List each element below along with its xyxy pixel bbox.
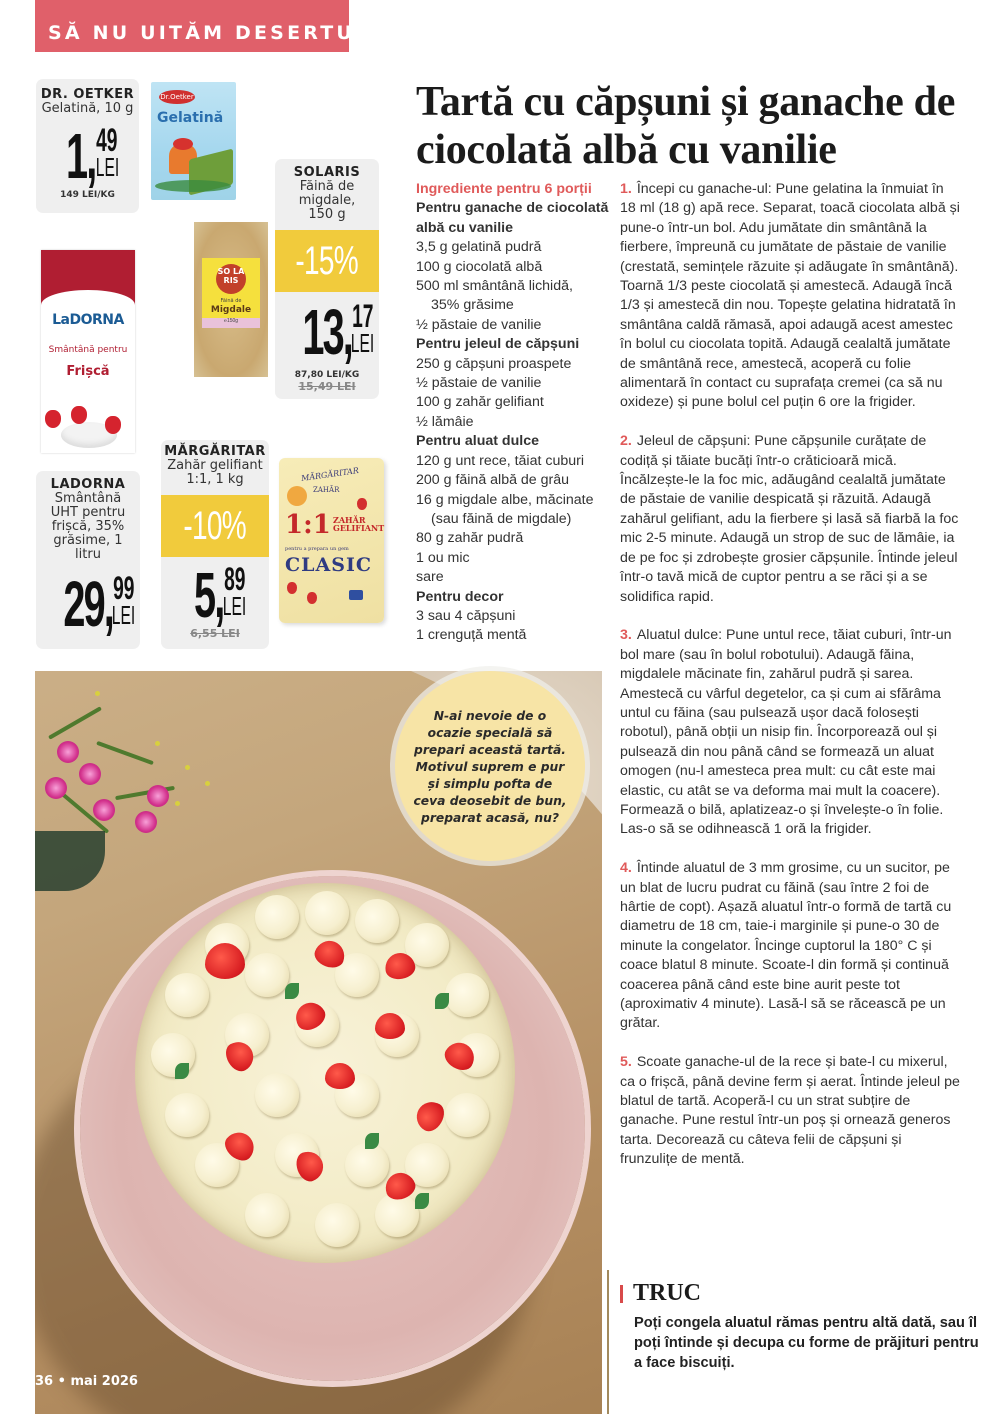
ingredient-item: (sau făină de migdale) [431, 510, 572, 527]
ingredient-group-title: Pentru aluat dulce [416, 433, 539, 450]
price-decimal: 89 [224, 561, 246, 597]
price-currency: LEI [351, 328, 375, 358]
old-price: 6,55 LEI [190, 627, 240, 640]
ingredient-item: ½ păstaie de vanilie [416, 316, 542, 333]
cream-swirl [255, 1073, 299, 1117]
ingredient-item: 250 g căpșuni proaspete [416, 355, 572, 372]
tip-box [620, 1280, 980, 1373]
mint-leaf [285, 983, 299, 999]
price-integer: 5, [193, 559, 224, 631]
page-edge [607, 1270, 609, 1414]
carton-line1: Smântână pentru [48, 345, 128, 355]
strawberry [375, 1013, 405, 1039]
price-unit: 87,80 LEI/KG [294, 370, 360, 380]
ingredient-item: 3,5 g gelatină pudră [416, 239, 542, 256]
product-pack-name: Gelatină [157, 110, 224, 126]
tart [135, 883, 515, 1263]
flower [45, 777, 67, 799]
price-card-ladorna [36, 471, 140, 649]
product-image-gelatina [151, 82, 236, 200]
flower [79, 763, 101, 785]
yellow-bud [95, 691, 100, 696]
recipe-step [620, 180, 960, 413]
bag-ratio: 1:1 [285, 510, 331, 540]
price-integer: 29, [62, 568, 113, 640]
flower [93, 799, 115, 821]
cream-swirl [315, 1203, 359, 1247]
cream-swirl [165, 973, 209, 1017]
price-card-brand: MĂRGĂRITAR [164, 444, 266, 459]
step-number: 5. [620, 1054, 632, 1071]
price-decimal: 99 [113, 570, 135, 606]
ingredient-item: 500 ml smântână lichidă, [416, 278, 573, 295]
dr-oetker-logo: Dr.Oetker [159, 90, 195, 104]
bag-sub: ZAHĂR [313, 486, 340, 494]
flower [135, 811, 157, 833]
mint-leaf [415, 1193, 429, 1209]
ingredient-item: 120 g unt rece, tăiat cuburi [416, 452, 584, 469]
ingredient-group-title: Pentru decor [416, 588, 504, 605]
product-image-margaritar [279, 458, 384, 623]
step-text: Scoate ganache-ul de la rece și bate-l cu mixerul, ca o frișcă, până devine ferm și aerat. Întinde jeleul pe blatul de tartă. Acoperă-l cu un strat subțire de ganache. Pune restul într-un poș și ornează generos tarta. Decorează cu câteva felii de căpșuni și frunzulițe de mentă. [620, 1054, 960, 1168]
price-currency: LEI [112, 600, 136, 630]
ladorna-logo: LaDORNA [52, 312, 124, 328]
recipe-step [620, 432, 960, 607]
discount-value: -15% [295, 238, 359, 283]
ingredients-list [416, 180, 611, 646]
strawberry-icon [45, 410, 61, 428]
price-card-desc: Făină de migdale, 150 g [298, 179, 356, 222]
price-value [36, 120, 139, 192]
price-card-desc: Zahăr gelifiant 1:1, 1 kg [167, 458, 263, 487]
tip-title-text: TRUC [633, 1280, 702, 1306]
recipe-step [620, 626, 960, 839]
cream-swirl [255, 895, 299, 939]
price-card-dr-oetker [36, 79, 139, 213]
price-decimal: 17 [352, 298, 374, 334]
step-text: Aluatul dulce: Pune untul rece, tăiat cuburi, într-un bol mare (sau în bolul robotului). Adaugă făina, migdalele măcinate fin, zahărul pudră și sarea. Amestecă cu vârful degetelor, ca și cum ai sfărâma untul cu făina (sau pulsează ușor dacă folosești robotul), până obții un nisip fin. Încorporează oul și pulsează din nou până când se formează un aluat omogen (nu-l amesteca prea mult: cu cât este mai elastic, cu atât se va deforma mai mult la coacere). Formează o bilă, aplatizeaz-o și învelește-o în folie. Las-o să se odihnească 1 oră la frigider. [620, 627, 952, 838]
price-value [161, 559, 269, 631]
mint-leaf [365, 1133, 379, 1149]
strawberry-icon [105, 416, 121, 434]
cream-swirl [165, 1093, 209, 1137]
ingredient-item: 16 g migdale albe, măcinate [416, 491, 594, 508]
yellow-bud [205, 781, 210, 786]
leaf [96, 741, 154, 765]
yellow-bud [185, 765, 190, 770]
flower-pot [35, 831, 105, 891]
garnish-illustration [155, 180, 231, 192]
recipe-steps [620, 180, 960, 1189]
recipe-step [620, 859, 960, 1034]
ingredient-item: 1 crenguță mentă [416, 627, 527, 644]
speech-bubble-text: N-ai nevoie de o ocazie specială să prepari această tartă. Motivul suprem e pur și simplu pofta de ceva deosebit de bun, preparat acasă, nu? [413, 708, 567, 825]
step-number: 3. [620, 627, 632, 644]
price-card-desc: Gelatină, 10 g [41, 101, 134, 116]
cream-swirl [245, 1193, 289, 1237]
price-value [36, 568, 140, 640]
flower-bouquet [35, 681, 225, 891]
cream-swirl [355, 899, 399, 943]
strawberry [325, 1063, 355, 1089]
tip-text: Poți congela aluatul rămas pentru altă dată, sau îl poți întinde și decupa cu forme de prăjituri pentru a face biscuiți. [634, 1315, 979, 1371]
carton-line2: Frișcă [66, 364, 110, 379]
ingredient-group-title: Pentru ganache de ciocolată albă cu vanilie [416, 200, 609, 236]
ingredient-item: 100 g ciocolată albă [416, 258, 543, 275]
yellow-bud [175, 801, 180, 806]
tip-title [620, 1280, 980, 1307]
flower [147, 785, 169, 807]
strawberry [411, 1097, 449, 1136]
strawberry [205, 943, 245, 979]
product-image-ladorna [41, 250, 135, 453]
apricot-icon [287, 486, 307, 506]
price-card-margaritar [161, 440, 269, 649]
ingredient-group-title: Pentru jeleul de căpșuni [416, 336, 580, 353]
recipe-title: Tartă cu căpșuni și ganache de ciocolată albă cu vanilie [416, 79, 956, 173]
cream-swirl [445, 1093, 489, 1137]
step-text: Începi cu ganache-ul: Pune gelatina la înmuiat în 18 ml (18 g) apă rece. Separat, toacă ciocolata albă și pune-o într-un bol. Adu jumătate din smântână la fierbere, împreună cu jumătate de păstaie de vanilie (crestată, semințele răzuite și adăugate în smântână). Toarnă 1/3 peste ciocolată și amestecă. Adaugă încă 1/3 și amestecă din nou. Topește gelatina hidratată în smântâna caldă rămasă, apoi adaugă acest amestec în bolul cu ciocolata topită. Adaugă cealaltă jumătate de smântână rece, amestecă, acoperă cu folie alimentară în contact cu suprafața cremei (ca să nu oxideze) și pune bolul cel puțin 6 ore la frigider. [620, 181, 960, 411]
page-footer [35, 1374, 138, 1389]
step-text: Întinde aluatul de 3 mm grosime, cu un sucitor, pe un blat de lucru pudrat cu făină (sau între 2 foi de hârtie de copt). Așază aluatul într-o formă de tartă cu diametru de 18 cm, taie-i marginile și pune-o 30 de minute la congelator. Încinge cuptorul la 180° C și coace blatul 8 minute. Scoate-l din formă și continuă coacerea până când este bine aurit peste tot (aproximativ 4 minute). Lasă-l să se răcească pe un grătar. [620, 860, 952, 1032]
price-card-solaris [275, 159, 379, 399]
bag-label-line1: Făină de [220, 298, 242, 304]
footer-separator: • [57, 1374, 66, 1389]
bag-small-text: pentru a prepara un gem [285, 546, 349, 552]
recipe-step [620, 1053, 960, 1169]
ingredient-item: 1 ou mic [416, 549, 470, 566]
price-unit: 149 LEI/KG [60, 190, 115, 200]
price-card-desc: Smântână UHT pentru frișcă, 35% grăsime, 1 litru [50, 491, 126, 562]
tip-accent-bar [620, 1285, 623, 1303]
step-text: Jeleul de căpșuni: Pune căpșunile curățate de codiță și tăiate bucăți într-o crăticioară mică. Încălzește-le la foc mic, adăugând cealaltă jumătate de păstaie de vanilie despicată și răzuită. Adaugă zahărul gelifiant, adu la fierbere și lasă să fiarbă la foc mic 2-5 minute. Adaugă un strop de suc de lămâie, ia de pe foc și zdrobește grosier căpșunile. Întinde jeleul într-o tavă mică de cuptor pentru a se răci și a se solidifica rapid. [620, 433, 959, 605]
bag-label: ZAHĂR GELIFIANT [333, 515, 385, 533]
price-card-brand: SOLARIS [293, 165, 361, 180]
solaris-logo: SO LA RIS [216, 264, 246, 294]
price-currency: LEI [95, 152, 119, 182]
page-number: 36 [35, 1374, 54, 1389]
bag-weight: ℮150g [202, 318, 260, 328]
price-currency: LEI [222, 591, 247, 621]
discount-value: -10% [183, 503, 247, 548]
cream-swirl [445, 973, 489, 1017]
step-number: 4. [620, 860, 632, 877]
pot-icon [349, 590, 363, 600]
bag-label [202, 258, 260, 328]
cream-swirl [345, 1143, 389, 1187]
ingredient-item: ½ lămâie [416, 413, 474, 430]
cream-swirl [305, 891, 349, 935]
strawberry-icon [307, 592, 317, 604]
issue-date: mai 2026 [70, 1374, 138, 1389]
mint-leaf [175, 1063, 189, 1079]
flower [57, 741, 79, 763]
ingredients-heading: Ingrediente pentru 6 porții [416, 181, 592, 197]
strawberry-icon [357, 498, 367, 510]
ingredient-item: 3 sau 4 căpșuni [416, 607, 516, 624]
strawberry-icon [287, 582, 297, 594]
margaritar-logo: MĂRGĂRITAR [300, 466, 360, 483]
bag-label-line2: Migdale [210, 305, 252, 315]
step-number: 2. [620, 433, 632, 450]
ingredient-item: sare [416, 569, 444, 586]
bag-type: CLASIC [285, 554, 372, 576]
old-price: 15,49 LEI [298, 380, 356, 393]
ingredient-item: 100 g zahăr gelifiant [416, 394, 544, 411]
price-value [275, 296, 379, 368]
discount-badge [161, 495, 269, 557]
leaf [48, 706, 102, 739]
strawberry-icon [71, 406, 87, 424]
ingredient-item: 80 g zahăr pudră [416, 530, 524, 547]
price-integer: 13, [301, 296, 352, 368]
yellow-bud [155, 741, 160, 746]
step-number: 1. [620, 181, 632, 197]
price-decimal: 49 [96, 122, 118, 158]
price-integer: 1, [66, 120, 96, 192]
ingredient-item: ½ păstaie de vanilie [416, 375, 542, 392]
ingredient-item: 200 g făină albă de grâu [416, 472, 570, 489]
product-image-solaris [194, 222, 268, 377]
price-card-brand: LADORNA [50, 477, 126, 492]
discount-badge [275, 230, 379, 292]
cream-swirl [245, 953, 289, 997]
speech-bubble [395, 671, 585, 861]
mint-leaf [435, 993, 449, 1009]
ingredient-item: 35% grăsime [431, 297, 514, 314]
price-card-brand: DR. OETKER [40, 87, 135, 102]
section-banner: SĂ NU UITĂM DESERTUL [35, 0, 349, 52]
